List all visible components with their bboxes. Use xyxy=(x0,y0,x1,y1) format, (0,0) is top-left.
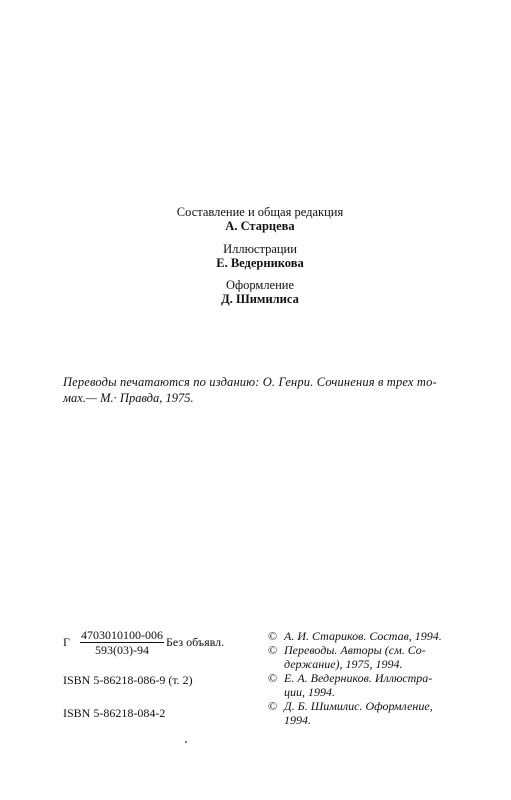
copyright-icon: © xyxy=(268,629,278,643)
isbn-volume: ISBN 5-86218-086-9 (т. 2) xyxy=(63,673,193,687)
credit-role: Составление и общая редакция xyxy=(176,205,344,219)
imprint-block xyxy=(63,628,253,720)
copyright-line: Е. А. Ведерников. Иллюстра- xyxy=(284,671,433,685)
credit-role: Оформление xyxy=(225,278,295,292)
copyright-text xyxy=(284,671,453,699)
credit-illustrations xyxy=(120,242,400,270)
copyright-list xyxy=(268,629,453,727)
copyright-icon: © xyxy=(268,699,278,713)
isbn-set: ISBN 5-86218-084-2 xyxy=(63,706,166,720)
copyright-text xyxy=(284,643,453,671)
copyright-line: 1994. xyxy=(284,713,311,727)
credit-compilation xyxy=(120,205,400,233)
catalog-index xyxy=(63,628,253,662)
index-fraction xyxy=(80,628,164,657)
print-speck xyxy=(185,741,187,743)
translation-source-note xyxy=(63,374,458,406)
copyright-line: Д. Б. Шимилис. Оформление, xyxy=(284,699,433,713)
copyright-icon: © xyxy=(268,671,278,685)
copyright-line: А. И. Стариков. Состав, 1994. xyxy=(284,629,442,643)
index-denominator: 593(03)-94 xyxy=(95,643,149,657)
copyright-item xyxy=(268,643,453,671)
copyright-item xyxy=(268,671,453,699)
copyright-line: ции, 1994. xyxy=(284,685,335,699)
copyright-icon: © xyxy=(268,643,278,657)
copyright-line: держание), 1975, 1994. xyxy=(284,657,403,671)
index-numerator: 4703010100-006 xyxy=(81,628,163,642)
copyright-item xyxy=(268,699,453,727)
copyright-text xyxy=(284,699,453,727)
no-advertising-note: Без объявл. xyxy=(166,635,225,649)
index-letter: Г xyxy=(63,635,70,649)
translation-note-line: Переводы печатаются по изданию: О. Генри. Сочинения в трех то- xyxy=(63,375,437,389)
translation-note-line: мах.— М.· Правда, 1975. xyxy=(63,391,194,405)
copyright-text xyxy=(284,629,453,643)
copyright-item xyxy=(268,629,453,643)
credit-design xyxy=(120,278,400,306)
copyright-line: Переводы. Авторы (см. Со- xyxy=(284,643,426,657)
credit-person: А. Старцева xyxy=(225,219,295,233)
credit-role: Иллюстрации xyxy=(223,242,297,256)
credit-person: Е. Ведерникова xyxy=(216,256,304,270)
credit-person: Д. Шимилиса xyxy=(221,292,299,306)
